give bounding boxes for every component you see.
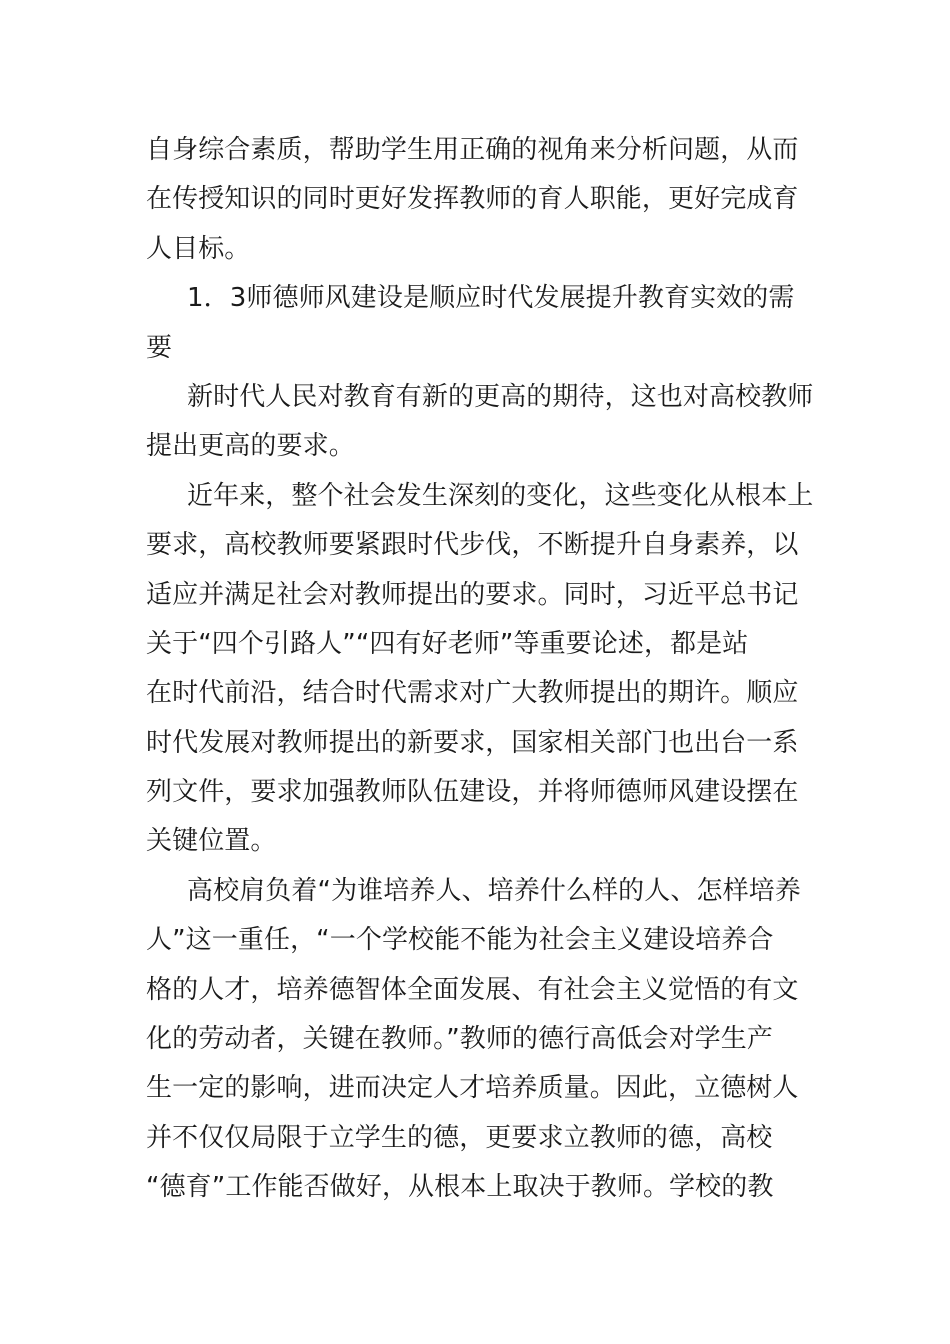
text-line: 生一定的影响，进而决定人才培养质量。因此，立德树人: [146, 1073, 799, 1104]
text-line: 提出更高的要求。: [146, 431, 355, 462]
text-line: 在传授知识的同时更好发挥教师的育人职能，更好完成育: [146, 184, 799, 215]
text-line: 并不仅仅局限于立学生的德，更要求立教师的德，高校: [146, 1122, 773, 1153]
text-line: 人”这一重任，“一个学校能不能为社会主义建设培养合: [146, 925, 774, 956]
text-line: 自身综合素质，帮助学生用正确的视角来分析问题，从而: [146, 135, 799, 165]
text-line: 人目标。: [146, 233, 251, 264]
text-line: 列文件，要求加强教师队伍建设，并将师德师风建设摆在: [146, 777, 799, 808]
section-heading-continued: 要: [146, 332, 173, 363]
text-line: 新时代人民对教育有新的更高的期待，这也对高校教师: [187, 381, 814, 412]
body-text: [146, 126, 814, 1213]
text-line: 化的劳动者，关键在教师。”教师的德行高低会对学生产: [146, 1024, 773, 1055]
text-line: 关于“四个引路人”“四有好老师”等重要论述，都是站: [146, 628, 749, 659]
text-line: 适应并满足社会对教师提出的要求。同时，习近平总书记: [146, 579, 799, 610]
text-line: 要求，高校教师要紧跟时代步伐，不断提升自身素养，以: [146, 530, 799, 561]
text-line: 格的人才，培养德智体全面发展、有社会主义觉悟的有文: [146, 974, 799, 1005]
text-line: “德育”工作能否做好，从根本上取决于教师。学校的教: [146, 1172, 774, 1203]
section-heading: 1．3师德师风建设是顺应时代发展提升教育实效的需: [187, 283, 795, 314]
text-line: 时代发展对教师提出的新要求，国家相关部门也出台一系: [146, 727, 799, 758]
text-line: 近年来，整个社会发生深刻的变化，这些变化从根本上: [187, 480, 814, 511]
text-line: 在时代前沿，结合时代需求对广大教师提出的期许。顺应: [146, 678, 799, 709]
text-line: 关键位置。: [146, 826, 277, 857]
text-line: 高校肩负着“为谁培养人、培养什么样的人、怎样培养: [187, 875, 801, 906]
